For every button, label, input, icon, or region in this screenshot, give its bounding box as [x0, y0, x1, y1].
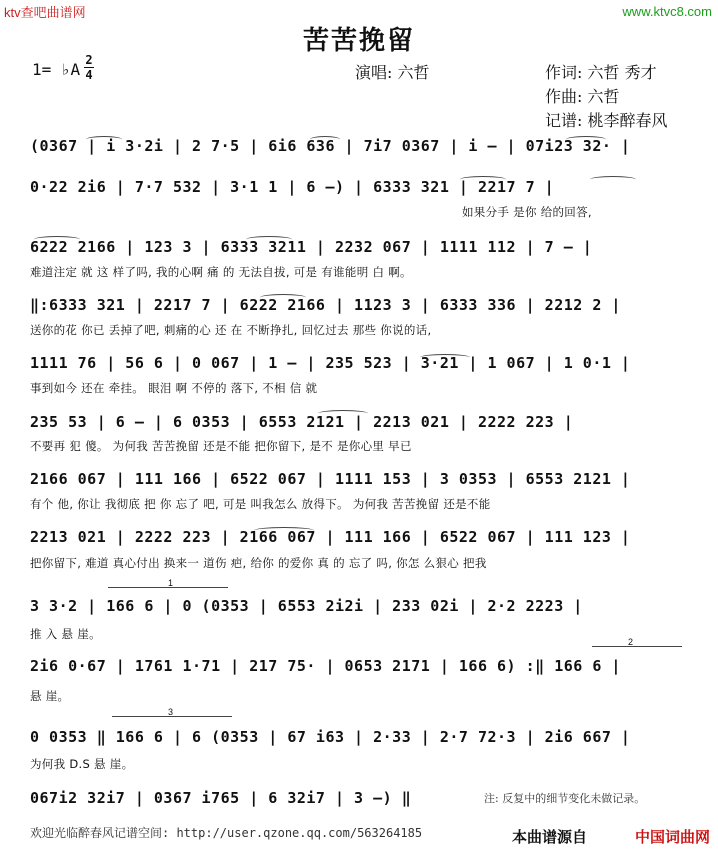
volta-label-2: 2: [628, 637, 634, 647]
slur-mark: [566, 136, 606, 143]
score-row-2: 0·22 2i6 | 7·7 532 | 3·1 1 | 6 –) | 6333 321 | 2217 7 |: [30, 178, 555, 196]
slur-mark: [254, 527, 314, 534]
volta-label-1: 1: [168, 578, 174, 588]
score-row-10: 2i6 0·67 | 1761 1·71 | 217 75· | 0653 2171 | 166 6) :‖ 166 6 |: [30, 657, 621, 675]
score-row-12: 067i2 32i7 | 0367 i765 | 6 32i7 | 3 –) ‖: [30, 789, 412, 807]
score-row-8: 2213 021 | 2222 223 | 2166 067 | 111 166 | 6522 067 | 111 123 |: [30, 528, 631, 546]
volta-bracket-2: [592, 646, 682, 647]
time-sig-bottom: 4: [85, 68, 93, 82]
lyric-row-7: 有个 他, 你让 我彻底 把 你 忘了 吧, 可是 叫我怎么 放得下。 为何我 苦苦挽留 还是不能: [30, 497, 491, 511]
score-row-6: 235 53 | 6 – | 6 0353 | 6553 2121 | 2213 021 | 2222 223 |: [30, 413, 574, 431]
watermark-left: ktv查吧曲谱网: [4, 5, 86, 20]
time-sig-top: 2: [85, 53, 93, 67]
lyric-row-10: 悬 崖。: [30, 689, 70, 703]
key-signature: 1= ♭A: [32, 60, 81, 79]
watermark-right: www.ktvc8.com: [622, 4, 712, 19]
lyric-row-3: 难道注定 就 这 样了吗, 我的心啊 痛 的 无法自拔, 可是 有谁能明 白 啊。: [30, 265, 412, 279]
score-row-7: 2166 067 | 111 166 | 6522 067 | 1111 153 | 3 0353 | 6553 2121 |: [30, 470, 631, 488]
slur-mark: [590, 176, 636, 183]
footnote: 注: 反复中的细节变化未做记录。: [484, 792, 646, 805]
singer-credit: 演唱: 六哲: [355, 63, 430, 82]
slur-mark: [460, 176, 506, 183]
footer-site: 中国词曲网: [634, 829, 710, 846]
transcriber-credit: 记谱: 桃李醉春风: [545, 111, 668, 130]
score-row-9: 3 3·2 | 166 6 | 0 (0353 | 6553 2i2i | 233 02i | 2·2 2223 |: [30, 597, 583, 615]
slur-mark: [420, 354, 470, 361]
song-title: 苦苦挽留: [302, 26, 415, 56]
lyric-row-8: 把你留下, 难道 真心付出 换来一 道伤 疤, 给你 的爱你 真 的 忘了 吗, 你怎 么狠心 把我: [30, 556, 487, 570]
score-row-1: (0367 | i 3·2i | 2 7·5 | 6i6 636 | 7i7 0367 | i – | 07i23 32· |: [30, 137, 631, 155]
slur-mark: [318, 410, 368, 417]
slur-mark: [260, 294, 306, 301]
score-row-5: 1111 76 | 56 6 | 0 067 | 1 – | 235 523 | 3·21 | 1 067 | 1 0·1 |: [30, 354, 631, 372]
lyric-row-9: 推 入 悬 崖。: [30, 627, 101, 641]
lyric-row-6: 不要再 犯 傻。 为何我 苦苦挽留 还是不能 把你留下, 是不 是你心里 早已: [30, 439, 412, 453]
score-row-11: 0 0353 ‖ 166 6 | 6 (0353 | 67 i63 | 2·33 | 2·7 72·3 | 2i6 667 |: [30, 728, 631, 746]
slur-mark: [246, 236, 292, 243]
slur-mark: [86, 136, 122, 143]
lyric-row-4: 送你的花 你已 丢掉了吧, 刺痛的心 还 在 不断挣扎, 回忆过去 那些 你说的话,: [30, 323, 432, 337]
lyricist-credit: 作词: 六哲 秀才: [545, 63, 657, 82]
footer-welcome: 欢迎光临醉春风记谱空间: http://user.qzone.qq.com/563264185: [30, 826, 423, 840]
lyric-row-5: 事到如今 还在 牵挂。 眼泪 啊 不停的 落下, 不相 信 就: [30, 381, 318, 395]
time-signature: [84, 54, 94, 81]
volta-label-3: 3: [168, 707, 174, 717]
lyric-row-11: 为何我 D.S 悬 崖。: [30, 757, 134, 771]
lyric-row-2: 如果分手 是你 给的回答,: [462, 205, 592, 219]
slur-mark: [34, 236, 80, 243]
composer-credit: 作曲: 六哲: [545, 87, 620, 106]
footer-source: 本曲谱源自: [512, 829, 588, 846]
score-row-3: 6222 2166 | 123 3 | 6333 3211 | 2232 067 | 1111 112 | 7 – |: [30, 238, 593, 256]
slur-mark: [310, 136, 340, 143]
score-row-4: ‖:6333 321 | 2217 7 | 6222 2166 | 1123 3 | 6333 336 | 2212 2 |: [30, 296, 621, 314]
